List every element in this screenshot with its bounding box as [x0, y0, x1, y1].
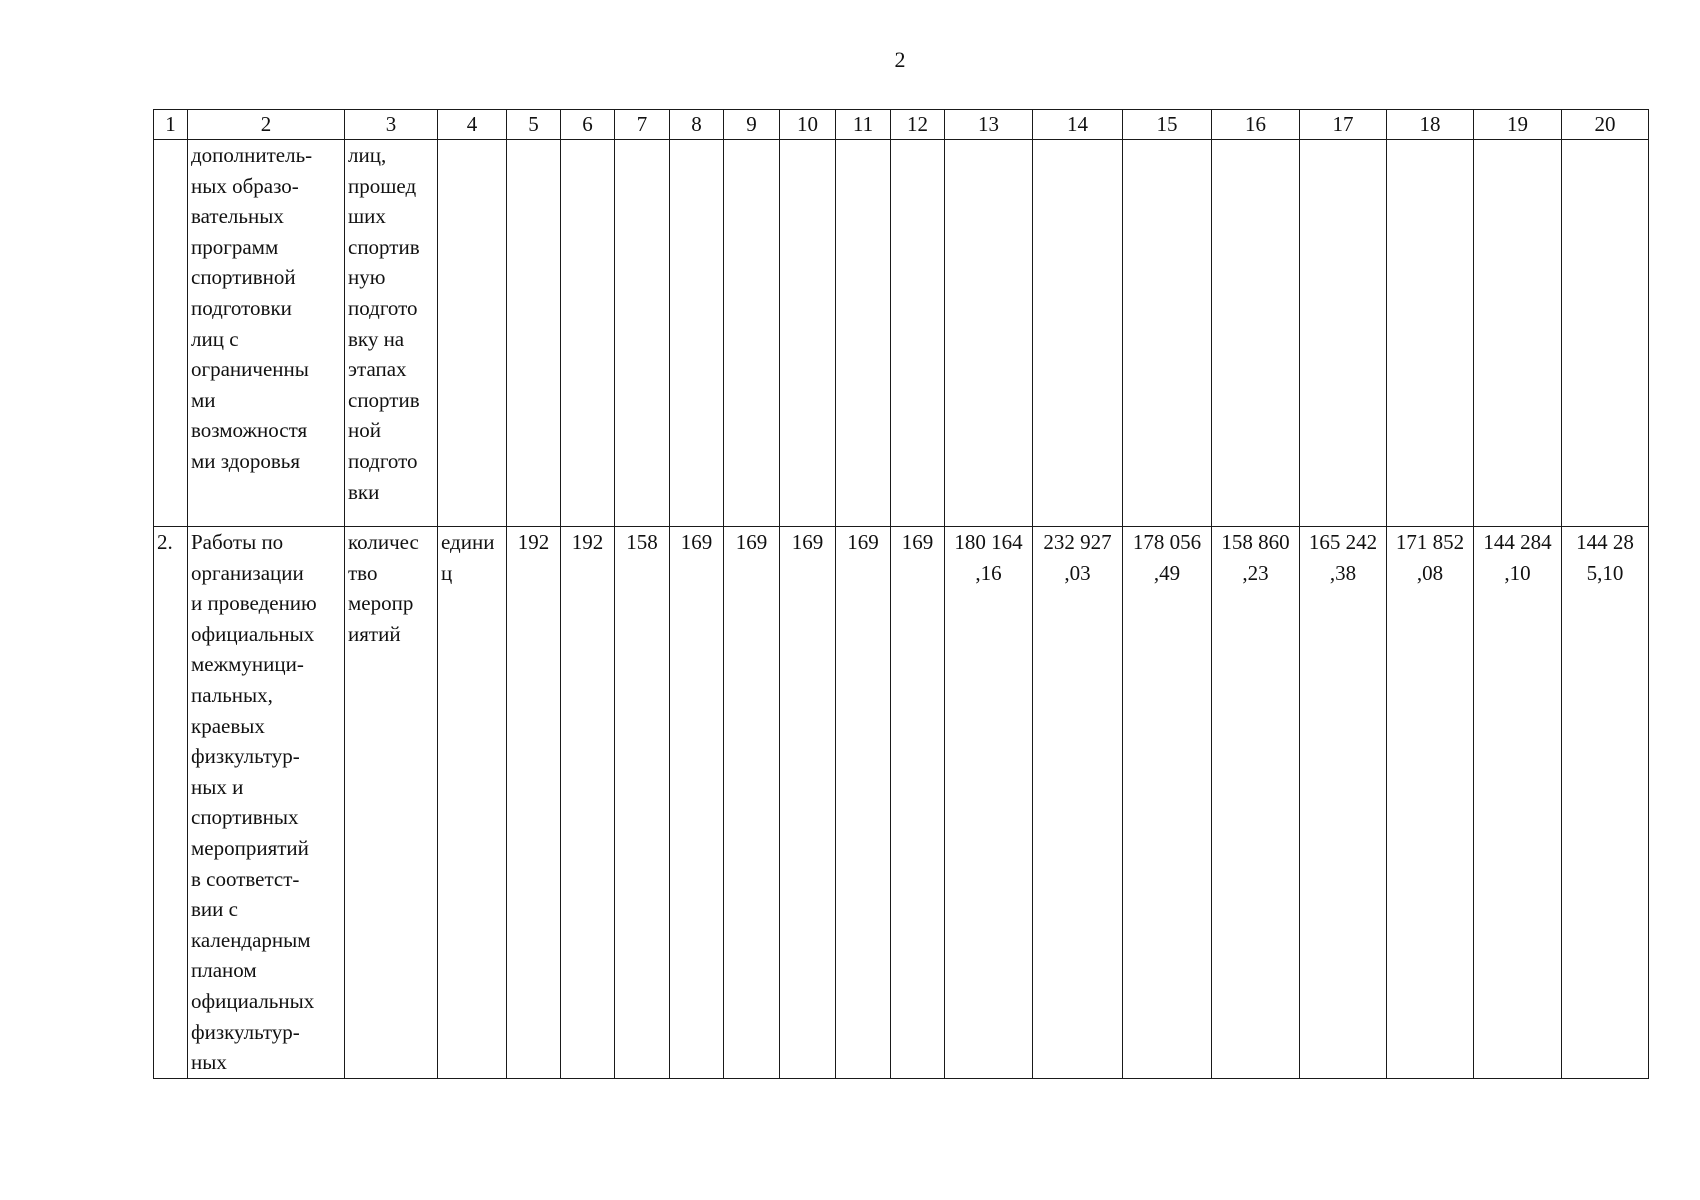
volume-value-cell	[615, 140, 670, 527]
column-header: 11	[836, 110, 891, 140]
volume-value-cell: 169	[780, 527, 836, 1079]
table-header-row	[154, 110, 1649, 140]
column-header: 10	[780, 110, 836, 140]
service-name-cell: дополнитель- ных образо- вательных программ спортивной подготовки лиц с ограниченны ми возможностя ми здоровья	[188, 140, 345, 527]
column-header: 15	[1123, 110, 1212, 140]
volume-value-cell	[507, 140, 561, 527]
volume-value-cell	[724, 140, 780, 527]
page-number: 2	[894, 47, 906, 72]
funding-value-cell: 178 056 ,49	[1123, 527, 1212, 1079]
column-header: 14	[1033, 110, 1123, 140]
table-row	[154, 140, 1649, 527]
volume-value-cell: 192	[561, 527, 615, 1079]
column-header: 19	[1474, 110, 1562, 140]
column-header: 16	[1212, 110, 1300, 140]
funding-value-cell: 171 852 ,08	[1387, 527, 1474, 1079]
volume-value-cell: 169	[891, 527, 945, 1079]
volume-value-cell: 169	[836, 527, 891, 1079]
volume-value-cell: 169	[724, 527, 780, 1079]
volume-value-cell	[780, 140, 836, 527]
indicator-cell: лиц, прошед ших спортив ную подгото вку на этапах спортив ной подгото вки	[345, 140, 438, 527]
funding-value-cell	[1123, 140, 1212, 527]
table-row	[154, 527, 1649, 1079]
column-header: 6	[561, 110, 615, 140]
funding-value-cell	[945, 140, 1033, 527]
volume-value-cell	[561, 140, 615, 527]
column-header: 17	[1300, 110, 1387, 140]
volume-value-cell: 169	[670, 527, 724, 1079]
unit-cell	[438, 140, 507, 527]
volume-value-cell: 192	[507, 527, 561, 1079]
funding-value-cell	[1387, 140, 1474, 527]
column-header: 2	[188, 110, 345, 140]
funding-value-cell	[1474, 140, 1562, 527]
column-header: 20	[1562, 110, 1649, 140]
column-header: 7	[615, 110, 670, 140]
row-index-cell: 2.	[154, 527, 188, 1079]
column-header: 8	[670, 110, 724, 140]
funding-value-cell: 158 860 ,23	[1212, 527, 1300, 1079]
column-header: 5	[507, 110, 561, 140]
indicator-cell: количес тво меропр иятий	[345, 527, 438, 1079]
service-name-cell: Работы по организации и проведению официальных межмуници- пальных, краевых физкультур- ных и спортивных мероприятий в соответст- вии с календарным планом официальных физкультур- ных	[188, 527, 345, 1079]
column-header: 12	[891, 110, 945, 140]
funding-value-cell: 144 28 5,10	[1562, 527, 1649, 1079]
volume-value-cell	[670, 140, 724, 527]
column-header: 13	[945, 110, 1033, 140]
volume-value-cell	[836, 140, 891, 527]
funding-value-cell: 165 242 ,38	[1300, 527, 1387, 1079]
funding-value-cell	[1562, 140, 1649, 527]
volume-value-cell: 158	[615, 527, 670, 1079]
column-header: 18	[1387, 110, 1474, 140]
funding-value-cell	[1033, 140, 1123, 527]
funding-value-cell	[1212, 140, 1300, 527]
volume-value-cell	[891, 140, 945, 527]
funding-value-cell	[1300, 140, 1387, 527]
unit-cell: едини ц	[438, 527, 507, 1079]
funding-value-cell: 144 284 ,10	[1474, 527, 1562, 1079]
funding-value-cell: 232 927 ,03	[1033, 527, 1123, 1079]
row-index-cell	[154, 140, 188, 527]
data-table	[153, 109, 1649, 1079]
column-header: 1	[154, 110, 188, 140]
column-header: 9	[724, 110, 780, 140]
column-header: 3	[345, 110, 438, 140]
column-header: 4	[438, 110, 507, 140]
funding-value-cell: 180 164 ,16	[945, 527, 1033, 1079]
